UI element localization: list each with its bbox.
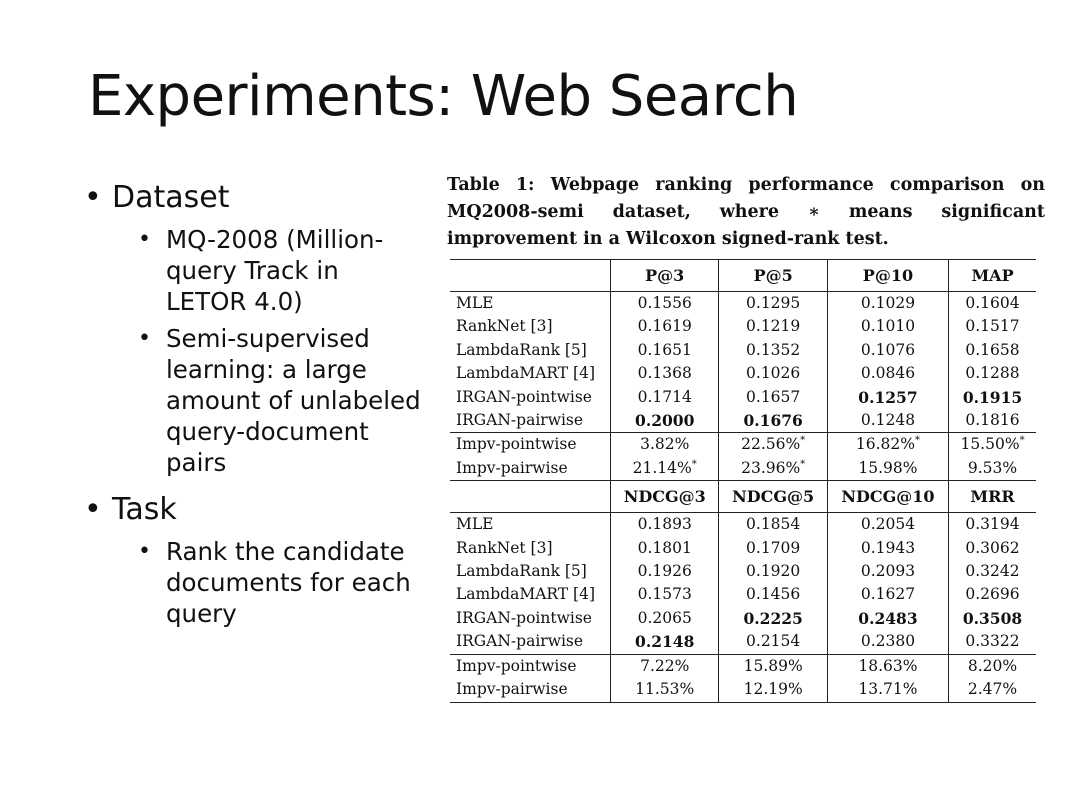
- metric-value: 0.1854: [719, 513, 827, 537]
- bullet-list: [84, 180, 424, 635]
- metric-value: 18.63%: [827, 654, 948, 678]
- column-header: MAP: [949, 260, 1036, 292]
- method-name: LambdaMART [4]: [456, 585, 596, 604]
- method-name: MLE: [450, 513, 611, 537]
- metric-value: 0.1816: [949, 409, 1036, 433]
- metric-value: 0.1295: [719, 292, 827, 316]
- metric-value: 0.1627: [827, 583, 948, 606]
- method-name: IRGAN-pointwise: [456, 608, 592, 627]
- method-name: Impv-pointwise: [450, 433, 611, 457]
- metric-value: 21.14%*: [611, 457, 719, 481]
- improvement-row: [450, 433, 1036, 457]
- metric-value: 22.56%*: [719, 433, 827, 457]
- metric-value: 0.1893: [611, 513, 719, 537]
- metric-value: 0.2054: [827, 513, 948, 537]
- column-header: P@5: [719, 260, 827, 292]
- method-row: [450, 339, 1036, 362]
- improvement-row: [450, 678, 1036, 702]
- metric-value: 9.53%: [949, 457, 1036, 481]
- improvement-row: [450, 654, 1036, 678]
- metric-value: 0.1556: [611, 292, 719, 316]
- table-header-row: [450, 481, 1036, 513]
- metric-value: 0.1714: [611, 386, 719, 409]
- metric-value: 0.1943: [827, 537, 948, 560]
- metric-value: 0.1658: [949, 339, 1036, 362]
- header-empty-cell: [450, 481, 611, 513]
- metric-value: 0.2225: [719, 607, 827, 630]
- metric-value: 0.2148: [611, 630, 719, 654]
- metric-value: 0.1368: [611, 362, 719, 385]
- metric-value: 2.47%: [949, 678, 1036, 702]
- metric-value: 0.1248: [827, 409, 948, 433]
- metric-value: 0.1573: [611, 583, 719, 606]
- metric-value: 0.1076: [827, 339, 948, 362]
- table-header-row: [450, 260, 1036, 292]
- method-name: MLE: [450, 292, 611, 316]
- metric-value: 11.53%: [611, 678, 719, 702]
- metric-value: 0.3242: [949, 560, 1036, 583]
- column-header: P@3: [611, 260, 719, 292]
- sub-bullet-rank: • Rank the candidate documents for each query: [138, 536, 424, 629]
- metric-value: 0.1604: [949, 292, 1036, 316]
- metric-value: 0.2696: [949, 583, 1036, 606]
- method-row: [450, 292, 1036, 316]
- metric-value: 0.1026: [719, 362, 827, 385]
- method-row: [450, 513, 1036, 537]
- bullet-task: • Task: [84, 492, 424, 528]
- bullet-dataset: • Dataset: [84, 180, 424, 216]
- method-name: RankNet [3]: [456, 538, 553, 557]
- metric-value: 0.3194: [949, 513, 1036, 537]
- method-name: Impv-pointwise: [450, 654, 611, 678]
- method-name: LambdaRank [5]: [456, 562, 587, 581]
- metric-value: 0.2380: [827, 630, 948, 654]
- method-row: [450, 630, 1036, 654]
- method-name: IRGAN-pairwise: [456, 411, 584, 430]
- metric-value: 0.1352: [719, 339, 827, 362]
- metric-value: 0.2154: [719, 630, 827, 654]
- metric-value: 0.2000: [611, 409, 719, 433]
- metric-value: 0.2483: [827, 607, 948, 630]
- column-header: NDCG@10: [827, 481, 948, 513]
- metric-value: 0.1029: [827, 292, 948, 316]
- method-name: IRGAN-pointwise: [456, 387, 592, 406]
- method-name: LambdaRank [5]: [456, 340, 587, 359]
- metric-value: 15.89%: [719, 654, 827, 678]
- metric-value: 0.1010: [827, 315, 948, 338]
- slide-title: Experiments: Web Search: [88, 64, 799, 129]
- column-header: MRR: [949, 481, 1036, 513]
- sub-bullet-mq2008: • MQ-2008 (Million-query Track in LETOR 4.0): [138, 224, 424, 317]
- method-name: Impv-pairwise: [456, 458, 568, 477]
- metric-value: 0.1920: [719, 560, 827, 583]
- method-row: [450, 409, 1036, 433]
- metric-value: 13.71%: [827, 678, 948, 702]
- metric-value: 0.1926: [611, 560, 719, 583]
- method-row: [450, 537, 1036, 560]
- metric-value: 0.1619: [611, 315, 719, 338]
- metric-value: 0.1651: [611, 339, 719, 362]
- metric-value: 15.50%*: [949, 433, 1036, 457]
- column-header: NDCG@5: [719, 481, 827, 513]
- improvement-row: [450, 457, 1036, 481]
- metric-value: 0.1517: [949, 315, 1036, 338]
- metric-value: 12.19%: [719, 678, 827, 702]
- metric-value: 0.3508: [949, 607, 1036, 630]
- results-table: [450, 259, 1036, 703]
- metric-value: 23.96%*: [719, 457, 827, 481]
- metric-value: 0.3322: [949, 630, 1036, 654]
- metric-value: 0.2093: [827, 560, 948, 583]
- method-row: [450, 362, 1036, 385]
- metric-value: 8.20%: [949, 654, 1036, 678]
- column-header: P@10: [827, 260, 948, 292]
- metric-value: 0.1657: [719, 386, 827, 409]
- metric-value: 0.1676: [719, 409, 827, 433]
- metric-value: 16.82%*: [827, 433, 948, 457]
- method-row: [450, 560, 1036, 583]
- method-name: LambdaMART [4]: [456, 364, 596, 383]
- sub-bullet-semi-supervised: • Semi-supervised learning: a large amount of unlabeled query-document pairs: [138, 323, 424, 478]
- metric-value: 0.0846: [827, 362, 948, 385]
- metric-value: 0.2065: [611, 607, 719, 630]
- method-row: [450, 386, 1036, 409]
- metric-value: 0.1219: [719, 315, 827, 338]
- metric-value: 0.1257: [827, 386, 948, 409]
- method-row: [450, 607, 1036, 630]
- metric-value: 0.1456: [719, 583, 827, 606]
- metric-value: 0.1801: [611, 537, 719, 560]
- method-row: [450, 315, 1036, 338]
- metric-value: 0.1709: [719, 537, 827, 560]
- method-name: Impv-pairwise: [450, 678, 611, 702]
- metric-value: 0.1288: [949, 362, 1036, 385]
- table-caption: Table 1: Webpage ranking performance comparison on MQ2008-semi dataset, where ∗ means significant improvement in a Wilcoxon signed-rank test.: [447, 175, 1045, 249]
- metric-value: 3.82%: [611, 433, 719, 457]
- method-row: [450, 583, 1036, 606]
- metric-value: 0.3062: [949, 537, 1036, 560]
- header-empty-cell: [450, 260, 611, 292]
- metric-value: 0.1915: [949, 386, 1036, 409]
- column-header: NDCG@3: [611, 481, 719, 513]
- metric-value: 15.98%: [827, 457, 948, 481]
- method-name: RankNet [3]: [456, 317, 553, 336]
- metric-value: 7.22%: [611, 654, 719, 678]
- method-name: IRGAN-pairwise: [456, 632, 584, 651]
